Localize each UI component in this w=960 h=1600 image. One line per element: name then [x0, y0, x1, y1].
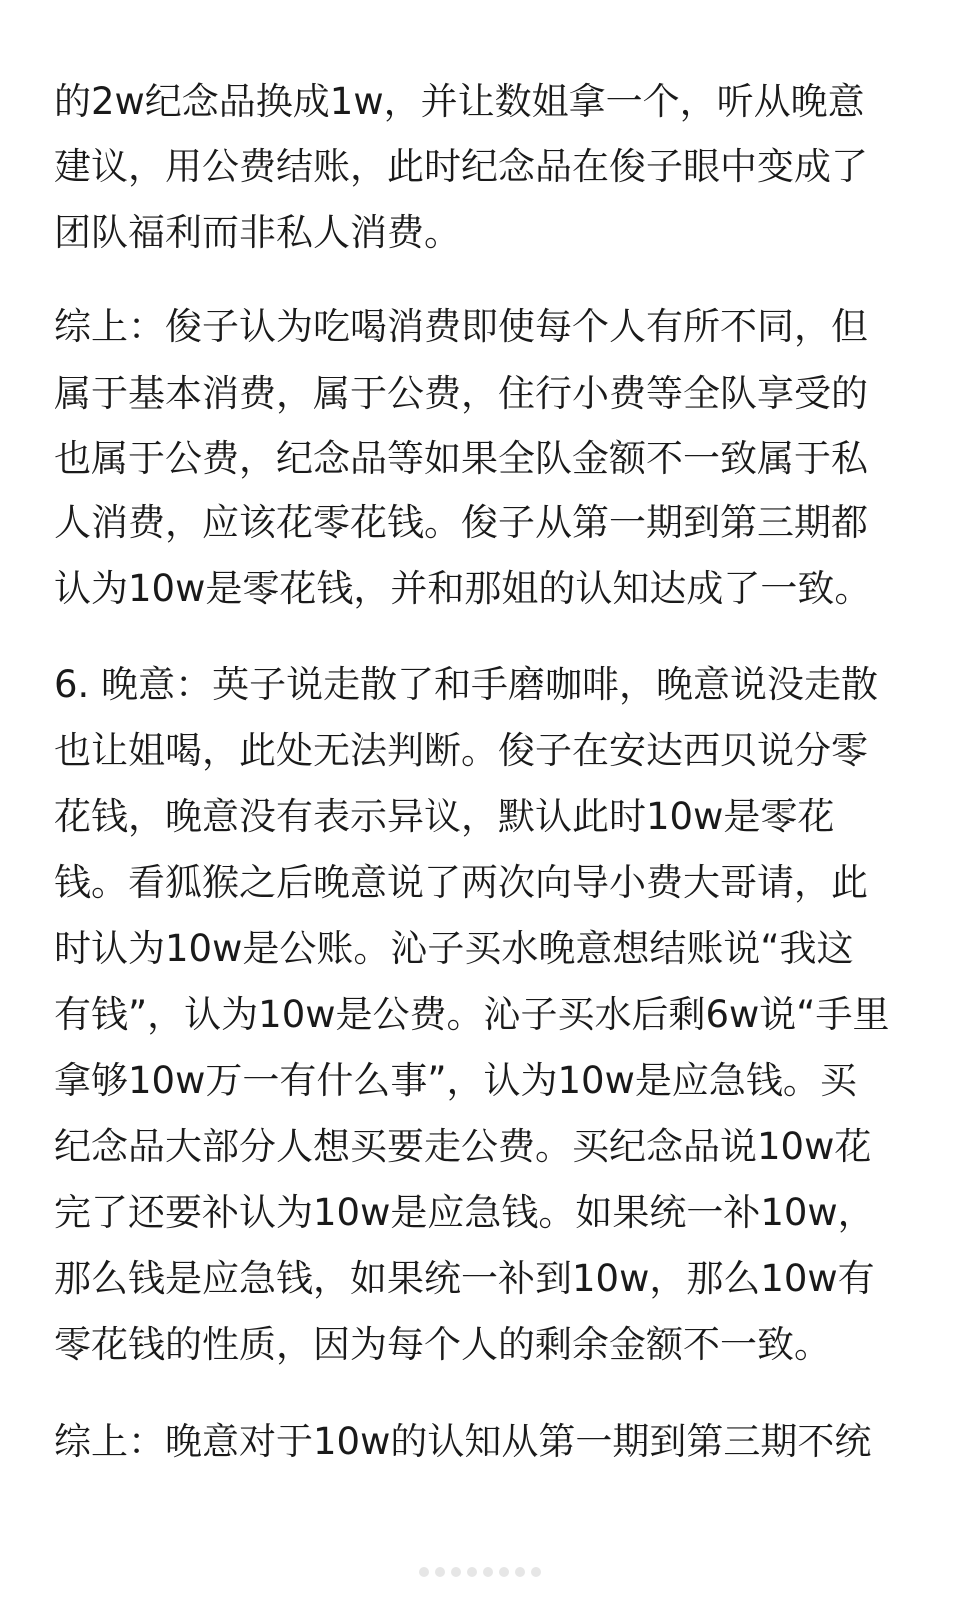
text-line: 钱。看狐猴之后晚意说了两次向导小费大哥请，此	[54, 861, 868, 904]
watermark-dot	[419, 1567, 429, 1577]
watermark-dot	[435, 1567, 445, 1577]
text-line: 认为10w是零花钱，并和那姐的认知达成了一致。	[54, 567, 872, 610]
watermark	[360, 1560, 600, 1584]
text-line: 时认为10w是公账。沁子买水晚意想结账说“我这	[54, 927, 854, 970]
watermark-dot	[499, 1567, 509, 1577]
text-line: 零花钱的性质，因为每个人的剩余金额不一致。	[54, 1323, 831, 1366]
text-line: 综上：俊子认为吃喝消费即使每个人有所不同，但	[54, 305, 868, 348]
watermark-dot	[515, 1567, 525, 1577]
text-line: 建议，用公费结账，此时纪念品在俊子眼中变成了	[54, 145, 868, 188]
text-line: 那么钱是应急钱，如果统一补到10w，那么10w有	[54, 1257, 875, 1300]
text-line: 人消费，应该花零花钱。俊子从第一期到第三期都	[54, 501, 868, 544]
text-line: 团队福利而非私人消费。	[54, 211, 461, 254]
text-line: 综上：晚意对于10w的认知从第一期到第三期不统	[54, 1420, 872, 1463]
watermark-dot	[451, 1567, 461, 1577]
text-line: 也属于公费，纪念品等如果全队金额不一致属于私	[54, 437, 868, 480]
text-line: 花钱，晚意没有表示异议，默认此时10w是零花	[54, 795, 835, 838]
text-line: 有钱”，认为10w是公费。沁子买水后剩6w说“手里	[54, 993, 890, 1036]
text-line: 纪念品大部分人想买要走公费。买纪念品说10w花	[54, 1125, 872, 1168]
text-line: 6. 晚意：英子说走散了和手磨咖啡，晚意说没走散	[54, 663, 879, 706]
watermark-dot	[467, 1567, 477, 1577]
watermark-dot	[483, 1567, 493, 1577]
text-line: 完了还要补认为10w是应急钱。如果统一补10w，	[54, 1191, 875, 1234]
text-line: 属于基本消费，属于公费，住行小费等全队享受的	[54, 372, 868, 415]
text-line: 的2w纪念品换成1w，并让数姐拿一个，听从晚意	[54, 80, 865, 123]
text-line: 拿够10w万一有什么事”，认为10w是应急钱。买	[54, 1059, 857, 1102]
text-line: 也让姐喝，此处无法判断。俊子在安达西贝说分零	[54, 729, 868, 772]
watermark-dot	[531, 1567, 541, 1577]
